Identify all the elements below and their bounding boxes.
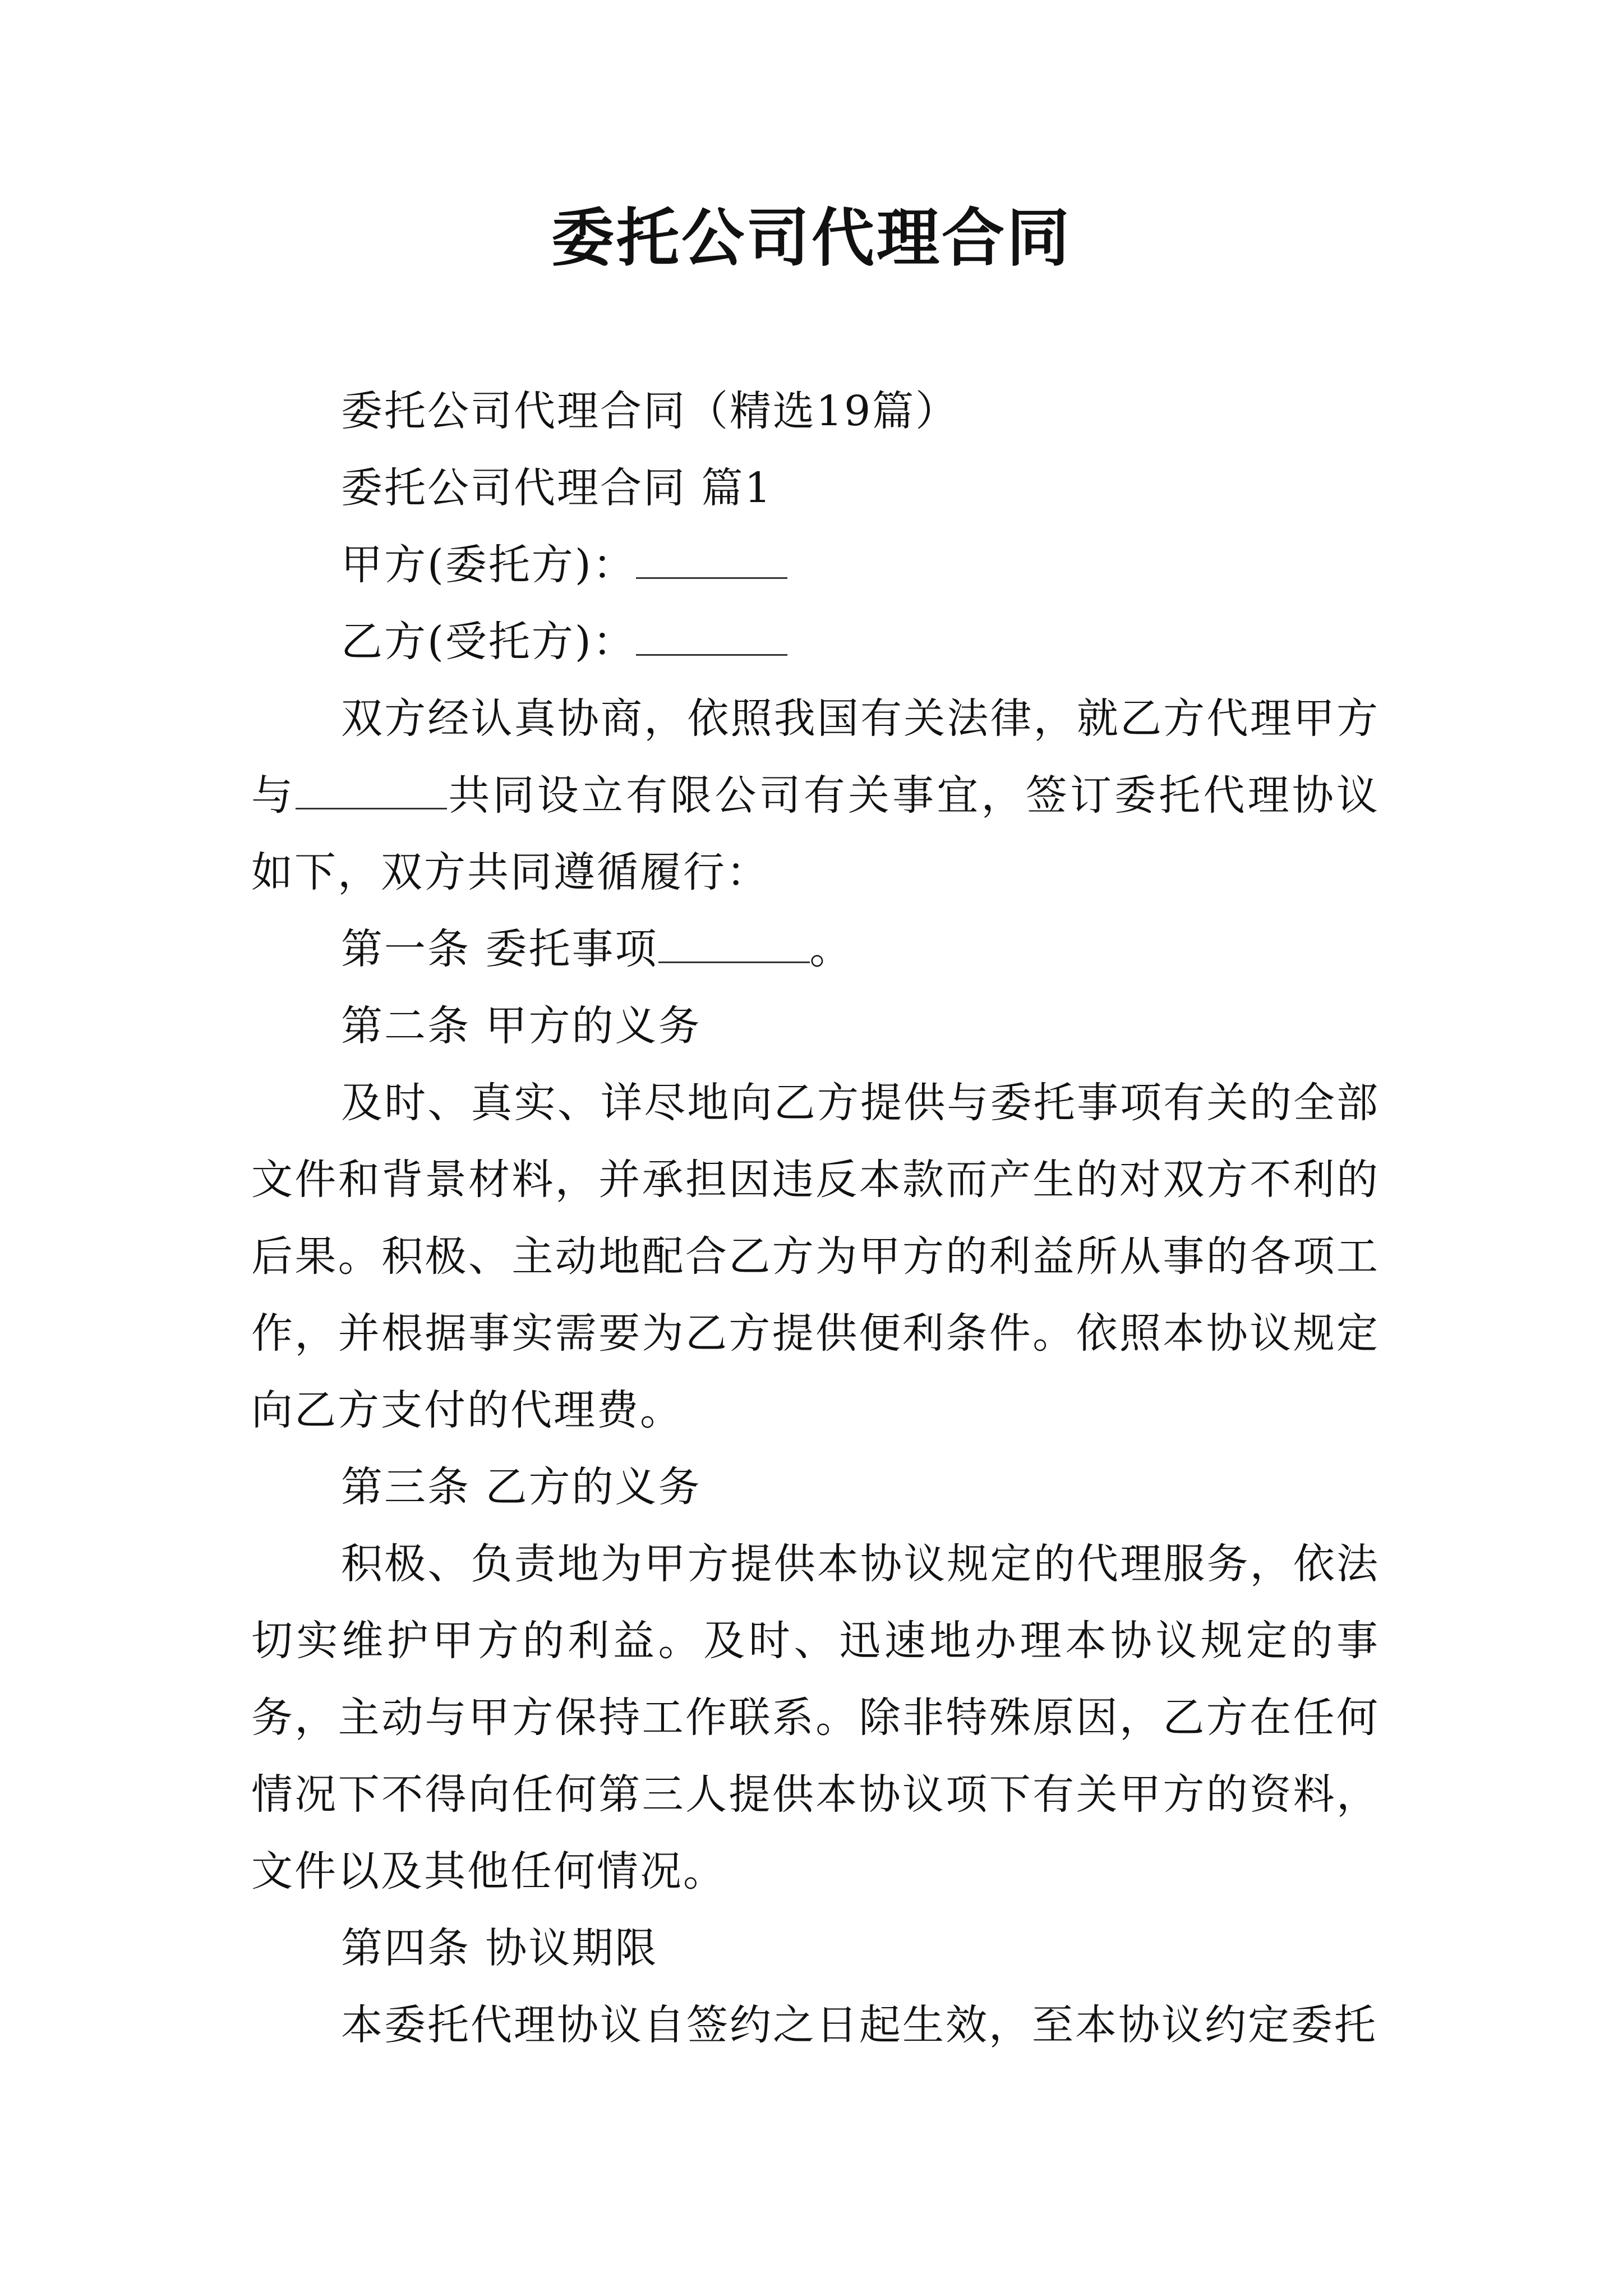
article1-blank [658, 928, 810, 963]
section-heading: 委托公司代理合同 篇1 [341, 464, 773, 512]
party-a-blank [636, 544, 787, 579]
party-b-line [251, 604, 1380, 680]
article4-heading: 第四条 协议期限 [341, 1924, 658, 1972]
party-b-blank [636, 620, 787, 656]
document-title: 委托公司代理合同 [551, 201, 1072, 275]
intro-paragraph [251, 680, 1380, 911]
article2-heading: 第二条 甲方的义务 [341, 1002, 702, 1050]
article4-body: 本委托代理协议自签约之日起生效，至本协议约定委托 [341, 2001, 1377, 2049]
article2-body: 及时、真实、详尽地向乙方提供与委托事项有关的全部文件和背景材料，并承担因违反本款而产生的对双方不利的后果。积极、主动地配合乙方为甲方的利益所从事的各项工作，并根据事实需要为乙方提供便利条件。依照本协议规定向乙方支付的代理费。 [251, 1079, 1380, 1434]
article1-end: 。 [809, 925, 853, 973]
document-body [251, 373, 1380, 2064]
party-a-line [251, 527, 1380, 604]
party-b-label: 乙方(受托方)： [341, 618, 636, 666]
article3-body: 积极、负责地为甲方提供本协议规定的代理服务，依法切实维护甲方的利益。及时、迅速地办理本协议规定的事务，主动与甲方保持工作联系。除非特殊原因，乙方在任何情况下不得向任何第三人提供本协议项下有关甲方的资料，文件以及其他任何情况。 [251, 1540, 1380, 1895]
intro-part2: 共同设立有限公司有关事宜，签订委托代理协议如下，双方共同遵循履行： [251, 771, 1380, 896]
subtitle: 委托公司代理合同（精选19篇） [341, 387, 959, 435]
co-founder-blank [296, 774, 447, 809]
intro-part1: 双方经认真协商，依照我国有关法律，就乙方代理甲方与 [251, 694, 1380, 820]
article3-heading: 第三条 乙方的义务 [341, 1463, 702, 1511]
party-a-label: 甲方(委托方)： [341, 541, 636, 589]
article1-line [251, 911, 1380, 988]
article1-label: 第一条 委托事项 [341, 925, 658, 973]
